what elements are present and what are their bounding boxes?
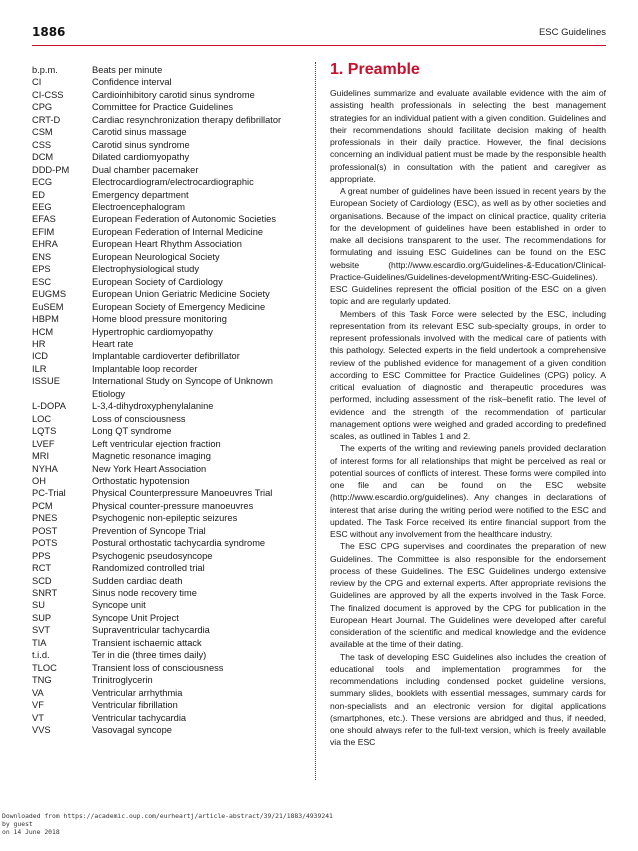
paragraph-2: A great number of guidelines have been issued in recent years by the European Society of Cardiology (ESC), as well as by other societies and organisations. Because of the impact on clinical practice, quality criteria for the development of guidelines have been established in order to make all decisions transparent to the user. The recommendations for formulating and issuing ESC Guidelines can be found on the ESC website (http://www.escardio.org/Guidelines-&-Education/Clinical-Practice-Guidelines/Guidelines-development/Writing-ESC-Guidelines). ESC Guidelines represent the official position of the ESC on a given topic and are regularly updated.	[330, 186, 606, 307]
abbreviation-definition: European Federation of Autonomic Societies	[92, 214, 276, 225]
abbreviation-definition: Physical Counterpressure Manoeuvres Trial	[92, 488, 273, 499]
abbreviation-row	[32, 525, 304, 537]
abbreviation-definition: Ventricular fibrillation	[92, 700, 178, 711]
abbreviation-definition: Supraventricular tachycardia	[92, 625, 210, 636]
abbreviation-row	[32, 425, 304, 437]
abbreviation-term: EHRA	[32, 239, 58, 250]
abbreviation-definition: Ter in die (three times daily)	[92, 650, 207, 661]
abbreviation-row	[32, 375, 304, 400]
abbreviation-term: ICD	[32, 351, 49, 362]
download-footer	[2, 812, 333, 836]
abbreviation-definition: Confidence interval	[92, 77, 172, 88]
abbreviation-row	[32, 537, 304, 549]
abbreviation-term: CSS	[32, 139, 52, 150]
abbreviation-definition: Trinitroglycerin	[92, 675, 153, 686]
abbreviation-definition: Psychogenic non-epileptic seizures	[92, 513, 238, 524]
abbreviation-definition: Transient loss of consciousness	[92, 662, 224, 673]
abbreviation-row	[32, 475, 304, 487]
abbreviation-term: CI-CSS	[32, 89, 64, 100]
abbreviation-term: RCT	[32, 563, 52, 574]
abbreviation-term: NYHA	[32, 463, 58, 474]
abbreviation-term: SNRT	[32, 588, 58, 599]
abbreviation-definition: Hypertrophic cardiomyopathy	[92, 326, 213, 337]
abbreviation-term: VVS	[32, 725, 51, 736]
abbreviation-row	[32, 126, 304, 138]
abbreviation-row	[32, 649, 304, 661]
abbreviation-definition: European Society of Emergency Medicine	[92, 301, 266, 312]
abbreviation-term: HCM	[32, 326, 54, 337]
abbreviation-row	[32, 313, 304, 325]
abbreviation-term: LVEF	[32, 438, 55, 449]
abbreviation-row	[32, 201, 304, 213]
abbreviation-definition: Heart rate	[92, 338, 134, 349]
abbreviation-term: LQTS	[32, 426, 57, 437]
page-header	[32, 24, 606, 40]
abbreviation-row	[32, 189, 304, 201]
abbreviation-term: ISSUE	[32, 376, 60, 387]
paragraph-3: Members of this Task Force were selected by the ESC, including representation from its relevant ESC sub-specialty groups, in order to represent professionals involved with the medical care of patients with this pathology. Selected experts in the field undertook a comprehensive review of the published evidence for management of a given condition according to ESC Committee for Practice Guidelines (CPG) policy. A critical evaluation of diagnostic and therapeutic procedures was performed, including assessment of the risk–benefit ratio. The level of evidence and the strength of the recommendation of particular management options were weighed and graded according to predefined scales, as outlined in Tables 1 and 2.	[330, 308, 606, 441]
abbreviation-definition: Left ventricular ejection fraction	[92, 438, 221, 449]
paragraph-5: The ESC CPG supervises and coordinates the preparation of new Guidelines. The Committee is also responsible for the endorsement process of these Guidelines. The ESC Guidelines undergo extensive review by the CPG and external experts. After appropriate revisions the Guidelines are approved by all the experts involved in the Task Force. The finalized document is approved by the CPG for publication in the European Heart Journal. The Guidelines were developed after careful consideration of the scientific and medical knowledge and the evidence available at the time of their dating.	[330, 541, 606, 650]
abbreviation-term: SVT	[32, 625, 51, 636]
abbreviation-row	[32, 326, 304, 338]
abbreviation-term: POST	[32, 525, 58, 536]
abbreviation-row	[32, 450, 304, 462]
abbreviation-row	[32, 338, 304, 350]
abbreviation-row	[32, 413, 304, 425]
abbreviation-row	[32, 64, 304, 76]
abbreviation-term: HR	[32, 338, 46, 349]
abbreviation-row	[32, 114, 304, 126]
abbreviation-definition: Cardioinhibitory carotid sinus syndrome	[92, 89, 255, 100]
abbreviations-list	[32, 64, 304, 736]
abbreviation-term: CRT-D	[32, 114, 61, 125]
abbreviation-term: EFIM	[32, 226, 55, 237]
abbreviation-term: ESC	[32, 276, 52, 287]
abbreviation-term: b.p.m.	[32, 65, 58, 75]
abbreviation-definition: Loss of consciousness	[92, 413, 186, 424]
abbreviation-row	[32, 637, 304, 649]
abbreviation-term: DCM	[32, 152, 54, 163]
column-divider	[315, 62, 316, 780]
abbreviation-row	[32, 238, 304, 250]
abbreviation-row	[32, 712, 304, 724]
abbreviation-definition: International Study on Syncope of Unknown Etiology	[92, 376, 273, 399]
header-rule	[32, 45, 606, 46]
abbreviation-term: POTS	[32, 538, 58, 549]
abbreviation-term: HBPM	[32, 314, 59, 325]
abbreviation-row	[32, 612, 304, 624]
abbreviation-term: PC-Trial	[32, 488, 66, 499]
abbreviation-row	[32, 687, 304, 699]
section-heading: 1. Preamble	[330, 61, 420, 78]
abbreviation-definition: Implantable loop recorder	[92, 363, 198, 374]
abbreviation-definition: European Heart Rhythm Association	[92, 239, 242, 250]
abbreviation-term: ENS	[32, 251, 52, 262]
abbreviation-row	[32, 487, 304, 499]
abbreviation-row	[32, 438, 304, 450]
abbreviation-definition: Dilated cardiomyopathy	[92, 152, 190, 163]
abbreviation-term: L-DOPA	[32, 401, 66, 412]
paragraph-1: Guidelines summarize and evaluate available evidence with the aim of assisting health professionals in selecting the best management strategies for an individual patient with a given condition. Guidelines and their recommendations should facilitate decision making of health professionals in their daily practice. However, the final decisions concerning an individual patient must be made by the responsible health professional(s) in consultation with the patient and caregiver as appropriate.	[330, 88, 606, 184]
abbreviation-row	[32, 288, 304, 300]
abbreviation-row	[32, 213, 304, 225]
abbreviation-definition: Syncope unit	[92, 600, 146, 611]
abbreviation-definition: Magnetic resonance imaging	[92, 451, 211, 462]
page-number: 1886	[32, 25, 66, 39]
abbreviation-row	[32, 550, 304, 562]
preamble-section	[330, 60, 606, 749]
abbreviation-definition: Home blood pressure monitoring	[92, 314, 227, 325]
paragraph-6: The task of developing ESC Guidelines also includes the creation of educational tools and implementation programmes for the recommendations including condensed pocket guideline versions, summary slides, booklets with essential messages, summary cards for non-specialists and an electronic version for digital applications (smartphones, etc.). These versions are abridged and thus, if needed, one should always refer to the full-text version, which is freely available via the ESC	[330, 651, 606, 748]
abbreviation-definition: Cardiac resynchronization therapy defibrillator	[92, 114, 282, 125]
abbreviation-term: ECG	[32, 177, 53, 188]
abbreviation-definition: Committee for Practice Guidelines	[92, 102, 234, 113]
abbreviation-row	[32, 624, 304, 636]
abbreviation-row	[32, 76, 304, 88]
abbreviation-row	[32, 101, 304, 113]
abbreviation-row	[32, 363, 304, 375]
abbreviation-row	[32, 151, 304, 163]
abbreviation-row	[32, 674, 304, 686]
abbreviation-term: EFAS	[32, 214, 56, 225]
abbreviation-term: MRI	[32, 451, 50, 462]
abbreviation-row	[32, 500, 304, 512]
abbreviation-definition: European Union Geriatric Medicine Society	[92, 289, 270, 300]
abbreviation-row	[32, 587, 304, 599]
abbreviation-term: LOC	[32, 413, 52, 424]
abbreviation-definition: New York Heart Association	[92, 463, 207, 474]
abbreviation-row	[32, 463, 304, 475]
abbreviation-row	[32, 400, 304, 412]
abbreviation-row	[32, 89, 304, 101]
abbreviation-definition: Electrophysiological study	[92, 264, 199, 275]
abbreviation-definition: Psychogenic pseudosyncope	[92, 550, 213, 561]
abbreviation-definition: Transient ischaemic attack	[92, 637, 202, 648]
abbreviation-row	[32, 599, 304, 611]
abbreviation-definition: Electrocardiogram/electrocardiographic	[92, 177, 254, 188]
abbreviation-definition: Ventricular arrhythmia	[92, 687, 183, 698]
paragraph-4: The experts of the writing and reviewing panels provided declaration of interest forms for all relationships that might be perceived as real or potential sources of conflicts of interest. These forms were compiled into one file and can be found on the ESC website (http://www.escardio.org/guidelines). Any changes in declarations of interest that arise during the writing period were notified to the ESC and updated. The Task Force received its entire financial support from the ESC without any involvement from the healthcare industry.	[330, 443, 606, 539]
abbreviation-definition: Randomized controlled trial	[92, 563, 205, 574]
abbreviation-row	[32, 251, 304, 263]
abbreviation-term: EUGMS	[32, 289, 67, 300]
abbreviation-term: VF	[32, 700, 44, 711]
abbreviation-term: PNES	[32, 513, 58, 524]
abbreviation-definition: European Neurological Society	[92, 251, 220, 262]
abbreviation-definition: Vasovagal syncope	[92, 725, 172, 736]
abbreviation-term: SU	[32, 600, 45, 611]
abbreviation-definition: Implantable cardioverter defibrillator	[92, 351, 240, 362]
abbreviation-definition: Physical counter-pressure manoeuvres	[92, 500, 254, 511]
abbreviation-row	[32, 562, 304, 574]
abbreviation-definition: Emergency department	[92, 189, 189, 200]
abbreviation-definition: European Society of Cardiology	[92, 276, 223, 287]
abbreviation-term: OH	[32, 475, 46, 486]
abbreviation-definition: Syncope Unit Project	[92, 612, 179, 623]
abbreviation-definition: Carotid sinus syndrome	[92, 139, 190, 150]
abbreviation-definition: Beats per minute	[92, 65, 163, 75]
abbreviation-term: PCM	[32, 500, 53, 511]
abbreviation-term: CPG	[32, 102, 53, 113]
abbreviation-definition: Orthostatic hypotension	[92, 475, 190, 486]
abbreviation-row	[32, 350, 304, 362]
footer-line-source: Downloaded from https://academic.oup.com/eurheartj/article-abstract/39/21/1883/4939241	[2, 812, 333, 820]
abbreviation-term: DDD-PM	[32, 164, 70, 175]
abbreviation-definition: Carotid sinus massage	[92, 127, 187, 138]
abbreviation-definition: Ventricular tachycardia	[92, 712, 187, 723]
abbreviation-definition: Sinus node recovery time	[92, 588, 197, 599]
abbreviation-row	[32, 301, 304, 313]
abbreviation-term: SCD	[32, 575, 52, 586]
abbreviation-row	[32, 226, 304, 238]
running-head: ESC Guidelines	[538, 27, 606, 38]
abbreviation-row	[32, 176, 304, 188]
abbreviation-row	[32, 512, 304, 524]
abbreviation-definition: Dual chamber pacemaker	[92, 164, 199, 175]
abbreviation-row	[32, 276, 304, 288]
abbreviation-row	[32, 575, 304, 587]
abbreviation-definition: Prevention of Syncope Trial	[92, 525, 206, 536]
abbreviation-term: EEG	[32, 201, 52, 212]
abbreviation-term: EuSEM	[32, 301, 64, 312]
abbreviation-row	[32, 662, 304, 674]
abbreviation-row	[32, 699, 304, 711]
abbreviation-definition: European Federation of Internal Medicine	[92, 226, 264, 237]
abbreviation-term: PPS	[32, 550, 51, 561]
abbreviation-term: ED	[32, 189, 45, 200]
abbreviation-term: TNG	[32, 675, 52, 686]
abbreviation-term: TIA	[32, 637, 47, 648]
abbreviation-term: SUP	[32, 612, 52, 623]
abbreviation-term: EPS	[32, 264, 51, 275]
abbreviation-row	[32, 724, 304, 736]
abbreviation-term: CI	[32, 77, 42, 88]
abbreviation-definition: Long QT syndrome	[92, 426, 172, 437]
abbreviation-term: ILR	[32, 363, 47, 374]
abbreviation-row	[32, 139, 304, 151]
abbreviation-term: t.i.d.	[32, 650, 50, 661]
abbreviation-definition: Sudden cardiac death	[92, 575, 183, 586]
abbreviation-definition: L-3,4-dihydroxyphenylalanine	[92, 401, 214, 412]
abbreviation-term: TLOC	[32, 662, 57, 673]
abbreviation-term: VT	[32, 712, 44, 723]
abbreviation-definition: Postural orthostatic tachycardia syndrome	[92, 538, 266, 549]
abbreviation-term: VA	[32, 687, 44, 698]
footer-line-date: on 14 June 2018	[2, 827, 60, 836]
abbreviation-definition: Electroencephalogram	[92, 201, 186, 212]
abbreviation-row	[32, 164, 304, 176]
abbreviation-term: CSM	[32, 127, 53, 138]
footer-line-guest: by guest	[2, 819, 33, 828]
abbreviation-row	[32, 263, 304, 275]
